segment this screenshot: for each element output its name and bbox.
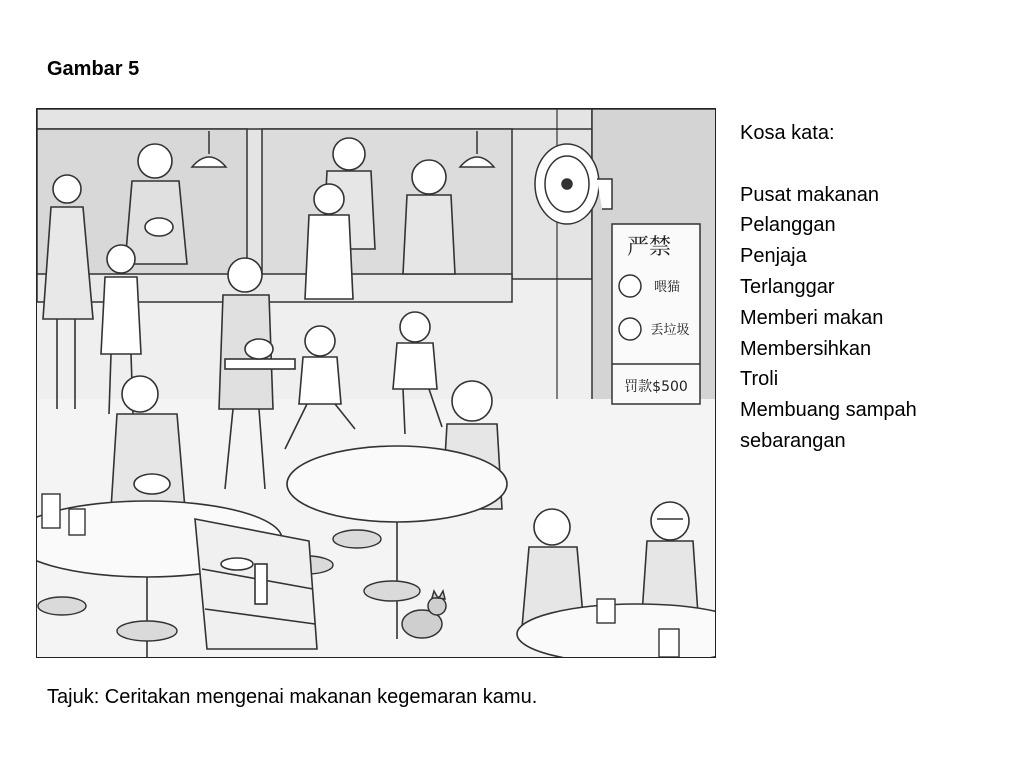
trolley-icon — [195, 519, 317, 649]
vocabulary-panel — [740, 118, 917, 457]
vocabulary-item: Membersihkan — [740, 337, 872, 360]
vocabulary-item: Memberi makan — [740, 306, 884, 329]
vocabulary-item: Membuang sampah — [740, 399, 917, 422]
essay-prompt-caption: Tajuk: Ceritakan mengenai makanan kegemaran kamu. — [47, 686, 538, 708]
vocabulary-item: Terlanggar — [740, 275, 835, 298]
vocabulary-heading: Kosa kata: — [740, 122, 835, 144]
vocabulary-item: sebarangan — [740, 429, 846, 452]
hawker-centre-illustration — [36, 108, 716, 658]
vocabulary-item: Pusat makanan — [740, 183, 879, 206]
sign-rule-1: 喂猫 — [653, 280, 681, 295]
vocabulary-item: Penjaja — [740, 245, 807, 268]
sign-header: 严禁 — [626, 235, 672, 260]
vocabulary-list — [740, 180, 917, 457]
sign-fine: 罚款$500 — [624, 379, 688, 395]
table-center — [287, 446, 507, 522]
vocabulary-item: Pelanggan — [740, 214, 836, 237]
slide-title: Gambar 5 — [47, 58, 140, 80]
vocabulary-item: Troli — [740, 368, 779, 391]
sign-rule-2: 丢垃圾 — [650, 323, 690, 338]
